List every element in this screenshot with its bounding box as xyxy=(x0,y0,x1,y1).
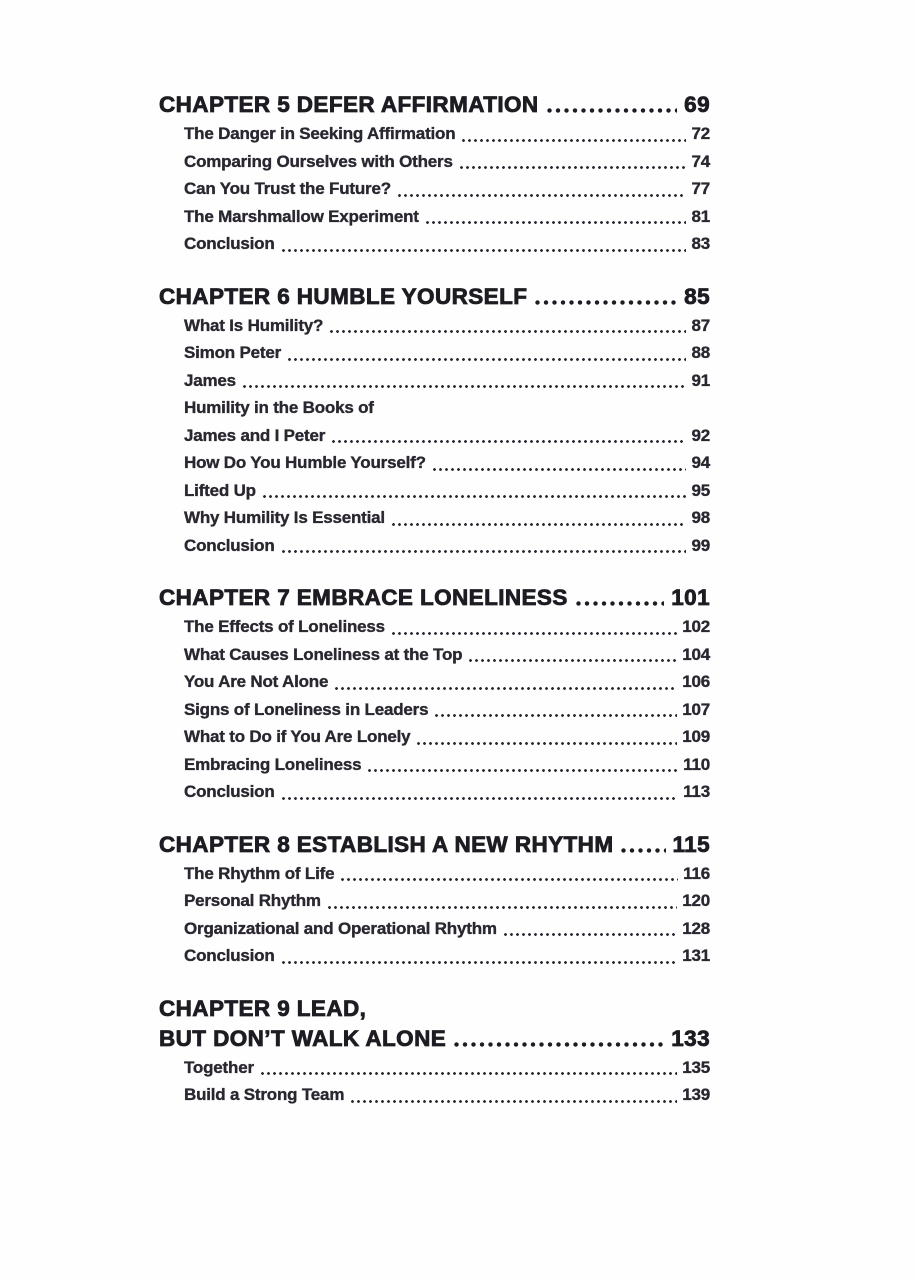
entry-page-number: 110 xyxy=(683,754,710,774)
toc-entry xyxy=(184,203,710,231)
entry-page-number: 120 xyxy=(682,891,710,910)
dot-leader xyxy=(576,601,665,606)
entry-page-number: 98 xyxy=(691,508,710,527)
entry-page-number: 102 xyxy=(682,617,710,636)
toc-entry xyxy=(184,696,710,724)
dot-leader xyxy=(288,358,686,361)
entry-page-number: 83 xyxy=(691,234,710,253)
chapter-heading xyxy=(159,1024,710,1054)
dot-leader xyxy=(368,769,678,772)
toc-entry xyxy=(184,778,710,806)
chapter-heading xyxy=(159,583,710,613)
entry-title: Conclusion xyxy=(184,535,275,555)
dot-leader xyxy=(243,385,687,388)
entry-title: Simon Peter xyxy=(184,343,281,362)
entry-title: Why Humility Is Essential xyxy=(184,508,385,527)
dot-leader xyxy=(535,300,677,305)
dot-leader xyxy=(261,1072,677,1075)
entry-page-number: 92 xyxy=(691,425,710,445)
entry-title: Build a Strong Team xyxy=(184,1085,345,1104)
toc-entry xyxy=(184,668,710,696)
entry-page-number: 88 xyxy=(691,343,710,362)
entry-title: The Danger in Seeking Affirmation xyxy=(184,124,456,143)
toc-entry xyxy=(184,367,710,395)
entry-title: What to Do if You Are Lonely xyxy=(184,727,411,746)
dot-leader xyxy=(417,742,677,745)
dot-leader xyxy=(454,1042,664,1047)
toc-entry xyxy=(184,230,710,258)
entry-title: What Causes Loneliness at the Top xyxy=(184,644,463,664)
entry-title: You Are Not Alone xyxy=(184,672,329,691)
toc-section xyxy=(159,583,710,806)
entry-title: Lifted Up xyxy=(184,480,256,500)
toc-entry xyxy=(184,312,710,340)
chapter-page-number: 115 xyxy=(672,831,710,857)
dot-leader xyxy=(263,495,687,498)
entry-title: The Effects of Loneliness xyxy=(184,617,385,636)
entry-title: How Do You Humble Yourself? xyxy=(184,453,426,472)
chapter-page-number: 101 xyxy=(671,585,710,610)
chapter-heading xyxy=(159,994,710,1024)
toc-entry xyxy=(184,723,710,751)
entry-title: James and I Peter xyxy=(184,425,326,445)
entry-title: Together xyxy=(184,1057,254,1077)
table-of-contents xyxy=(159,90,710,1109)
entry-page-number: 95 xyxy=(691,480,710,500)
entry-page-number: 109 xyxy=(682,727,710,746)
chapter-title: CHAPTER 5 DEFER AFFIRMATION xyxy=(159,92,539,117)
toc-section xyxy=(159,282,710,560)
entry-page-number: 106 xyxy=(682,672,710,691)
toc-entry xyxy=(184,1081,710,1109)
chapter-page-number: 69 xyxy=(684,92,710,117)
entry-page-number: 139 xyxy=(682,1085,710,1104)
toc-entry xyxy=(184,504,710,532)
entry-page-number: 107 xyxy=(682,699,710,719)
chapter-title: CHAPTER 8 ESTABLISH A NEW RHYTHM xyxy=(159,831,614,857)
dot-leader xyxy=(460,166,687,169)
entry-title: What Is Humility? xyxy=(184,315,324,335)
entry-title: Organizational and Operational Rhythm xyxy=(184,918,497,938)
dot-leader xyxy=(392,523,687,526)
entry-page-number: 99 xyxy=(691,535,710,555)
dot-leader xyxy=(335,687,677,690)
entry-title: Signs of Loneliness in Leaders xyxy=(184,699,429,719)
dot-leader xyxy=(392,632,677,635)
toc-entry xyxy=(184,751,710,779)
toc-section xyxy=(159,830,710,970)
entry-title: Comparing Ourselves with Others xyxy=(184,151,453,171)
dot-leader xyxy=(547,108,678,113)
entry-page-number: 81 xyxy=(691,206,710,226)
toc-entry xyxy=(184,120,710,148)
entry-title: Embracing Loneliness xyxy=(184,754,362,774)
dot-leader xyxy=(351,1100,677,1103)
toc-entry xyxy=(184,1054,710,1082)
chapter-heading xyxy=(159,90,710,120)
entry-title: The Rhythm of Life xyxy=(184,863,335,883)
entry-title: Humility in the Books of xyxy=(184,398,374,417)
chapter-page-number: 85 xyxy=(684,283,710,309)
chapter-heading xyxy=(159,282,710,312)
dot-leader xyxy=(462,139,686,142)
toc-entry xyxy=(184,887,710,915)
entry-page-number: 128 xyxy=(682,918,710,938)
chapter-title: BUT DON’T WALK ALONE xyxy=(159,1025,447,1051)
entry-page-number: 87 xyxy=(691,315,710,335)
toc-entry xyxy=(184,422,710,450)
dot-leader xyxy=(330,330,686,333)
toc-entry xyxy=(184,915,710,943)
entry-title: Conclusion xyxy=(184,234,275,253)
dot-leader xyxy=(282,249,687,252)
dot-leader xyxy=(282,797,679,800)
entry-title: James xyxy=(184,370,236,390)
entry-title: Personal Rhythm xyxy=(184,891,321,910)
toc-section xyxy=(159,90,710,258)
entry-page-number: 116 xyxy=(683,863,710,883)
toc-entry xyxy=(184,449,710,477)
toc-entry xyxy=(184,613,710,641)
dot-leader xyxy=(282,550,687,553)
dot-leader xyxy=(435,714,677,717)
dot-leader xyxy=(426,221,687,224)
toc-section xyxy=(159,994,710,1109)
toc-entry xyxy=(184,394,710,422)
chapter-title: CHAPTER 7 EMBRACE LONELINESS xyxy=(159,585,568,610)
toc-entry xyxy=(184,477,710,505)
entry-page-number: 131 xyxy=(682,946,710,965)
dot-leader xyxy=(328,906,677,909)
entry-page-number: 94 xyxy=(691,453,710,472)
toc-entry xyxy=(184,532,710,560)
dot-leader xyxy=(341,878,678,881)
toc-entry xyxy=(184,860,710,888)
toc-entry xyxy=(184,175,710,203)
toc-entry xyxy=(184,148,710,176)
entry-page-number: 77 xyxy=(691,179,710,198)
dot-leader xyxy=(621,848,665,853)
chapter-title: CHAPTER 9 LEAD, xyxy=(159,995,367,1021)
entry-title: Conclusion xyxy=(184,946,275,965)
toc-entry xyxy=(184,339,710,367)
entry-title: Conclusion xyxy=(184,782,275,801)
entry-title: The Marshmallow Experiment xyxy=(184,206,419,226)
dot-leader xyxy=(469,659,677,662)
toc-entry xyxy=(184,641,710,669)
entry-title: Can You Trust the Future? xyxy=(184,179,391,198)
dot-leader xyxy=(433,468,687,471)
chapter-heading xyxy=(159,830,710,860)
dot-leader xyxy=(282,961,678,964)
dot-leader xyxy=(332,440,686,443)
entry-page-number: 135 xyxy=(682,1057,710,1077)
toc-entry xyxy=(184,942,710,970)
dot-leader xyxy=(398,194,687,197)
entry-page-number: 104 xyxy=(682,644,710,664)
chapter-page-number: 133 xyxy=(671,1025,710,1051)
entry-page-number: 72 xyxy=(691,124,710,143)
entry-page-number: 91 xyxy=(691,370,710,390)
entry-page-number: 113 xyxy=(683,782,710,801)
dot-leader xyxy=(504,933,677,936)
chapter-title: CHAPTER 6 HUMBLE YOURSELF xyxy=(159,283,528,309)
entry-page-number: 74 xyxy=(691,151,710,171)
